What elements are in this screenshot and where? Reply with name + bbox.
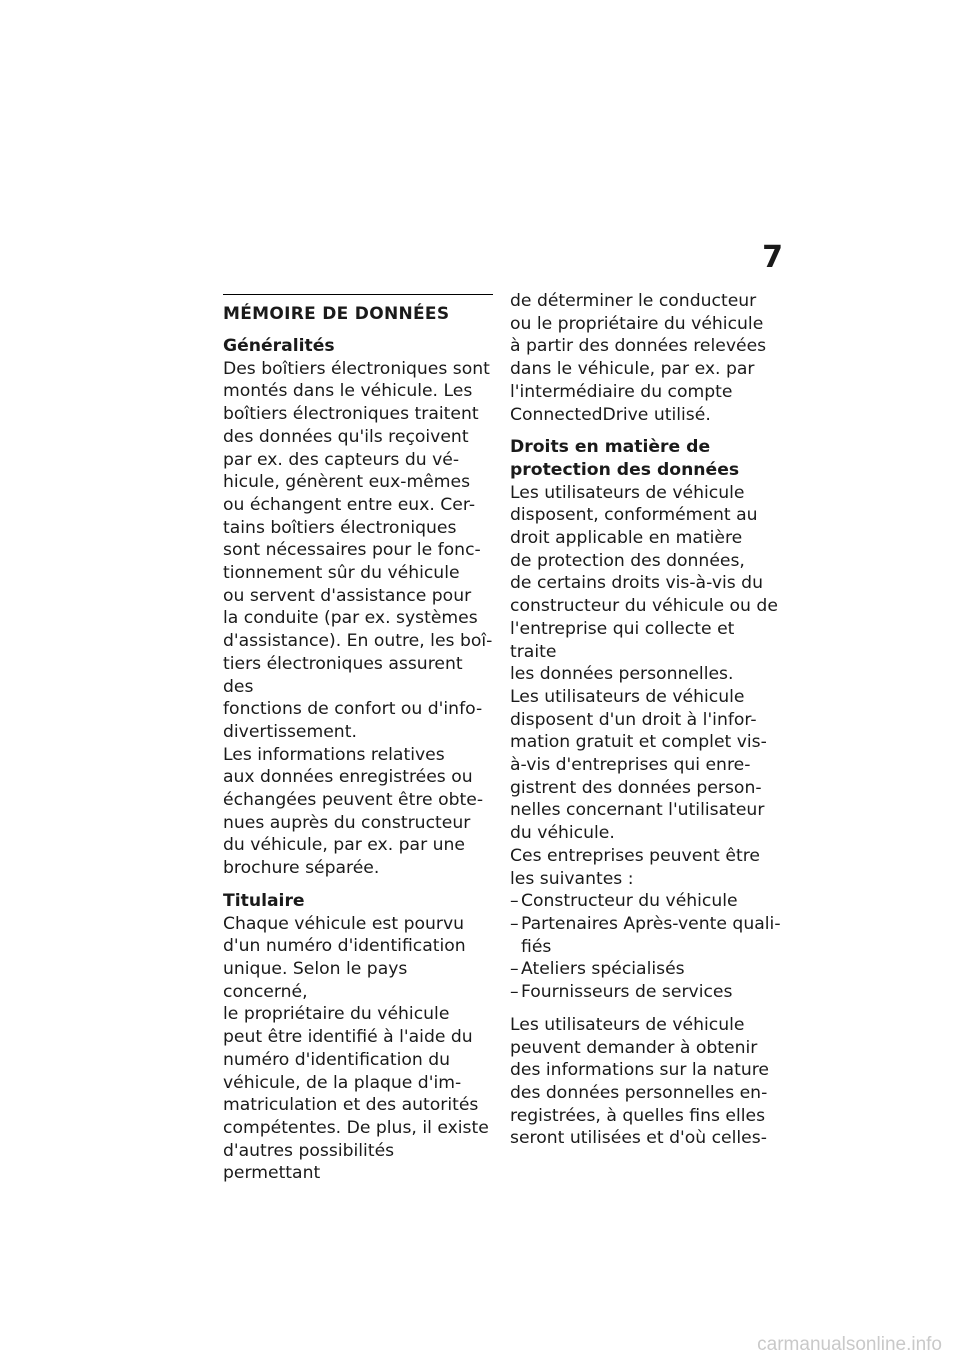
list-marker: – xyxy=(510,982,519,1003)
heading-titulaire: Titulaire xyxy=(223,890,305,911)
list-item xyxy=(510,981,782,1004)
paragraph-droits-3: Ces entreprises peuvent être les suivantes : xyxy=(510,845,760,889)
list-item-text: Fournisseurs de services xyxy=(521,982,733,1003)
list-item xyxy=(510,913,782,958)
watermark: carmanualsonline.info xyxy=(757,1334,942,1355)
paragraph-droits-4: Les utilisateurs de véhicule peuvent demander à obtenir des informations sur la nature des données personnelles en- registrées, à quelles fins elles seront utilisées et d'où celles- xyxy=(510,1014,769,1149)
paragraph-droits-2: Les utilisateurs de véhicule disposent d'un droit à l'infor- mation gratuit et complet vis- à-vis d'entreprises qui enre- gistrent des données person- nelles concernant l'utilisateur du véhicule. xyxy=(510,686,767,844)
heading-droits: Droits en matière de protection des données xyxy=(510,437,740,480)
list-marker: – xyxy=(510,959,519,980)
left-column xyxy=(223,290,495,1185)
heading-generalites: Généralités xyxy=(223,336,335,356)
page-number: 7 xyxy=(762,240,783,275)
list-item-text: Ateliers spécialisés xyxy=(521,959,685,980)
list-item xyxy=(510,958,782,981)
list-marker: – xyxy=(510,913,519,934)
section-divider xyxy=(223,294,493,295)
paragraph-titulaire-1: Chaque véhicule est pourvu d'un numéro d'identification unique. Selon le pays concerné, le propriétaire du véhicule peut être identifié à l'aide du numéro d'identification du véhicule, de la plaque d'im- matriculation et des autorités compétentes. De plus, il existe d'autres possibilités permettant xyxy=(223,913,489,1184)
list-item-text: Partenaires Après-vente quali- fiés xyxy=(521,913,781,957)
right-column xyxy=(510,290,782,1150)
list-item-text: Constructeur du véhicule xyxy=(521,891,738,912)
section-title: MÉMOIRE DE DONNÉES xyxy=(223,304,450,324)
list-item xyxy=(510,890,782,913)
paragraph-droits-1: Les utilisateurs de véhicule disposent, conformément au droit applicable en matière de protection des données, de certains droits vis-à-vis du constructeur du véhicule ou de l'entreprise qui collecte et traite les données personnelles. xyxy=(510,482,778,685)
list-marker: – xyxy=(510,891,519,912)
paragraph-generalites-1: Des boîtiers électroniques sont montés dans le véhicule. Les boîtiers électroniques traitent des données qu'ils reçoivent par ex. des capteurs du vé- hicule, génèrent eux-mêmes ou échangent entre eux. Cer- tains boîtiers électroniques sont nécessaires pour le fonc- tionnement sûr du véhicule ou servent d'assistance pour la conduite (par ex. systèmes d'assistance). En outre, les boî- tiers électroniques assurent des fonctions de confort ou d'info- divertissement. xyxy=(223,358,493,742)
paragraph-continuation: de déterminer le conducteur ou le propriétaire du véhicule à partir des données relevées dans le véhicule, par ex. par l'intermédiaire du compte ConnectedDrive utilisé. xyxy=(510,291,767,425)
paragraph-generalites-2: Les informations relatives aux données enregistrées ou échangées peuvent être obte- nues auprès du constructeur du véhicule, par ex. par une brochure séparée. xyxy=(223,744,484,879)
entreprises-list xyxy=(510,890,782,1004)
